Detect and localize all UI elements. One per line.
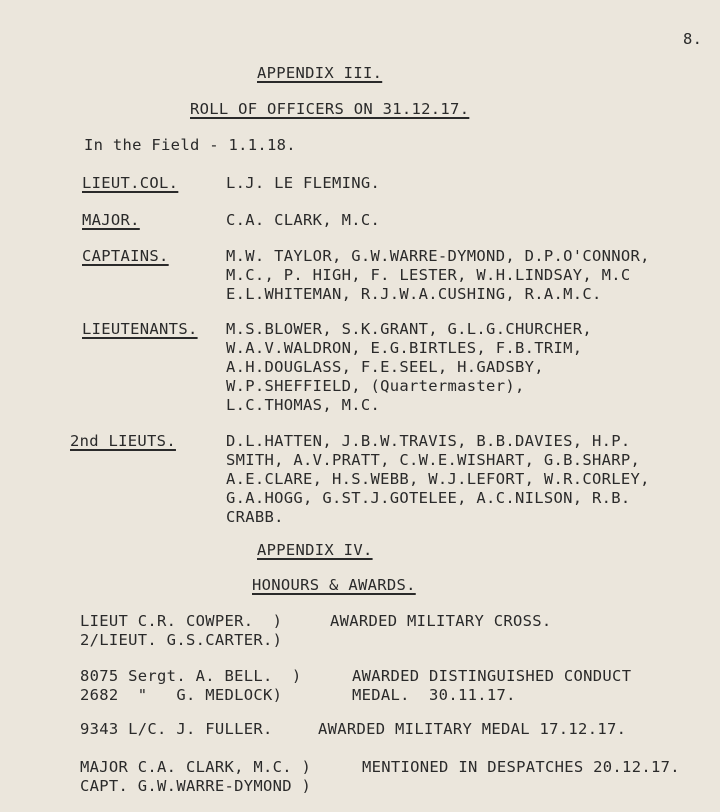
- rank-names-captains-line: E.L.WHITEMAN, R.J.W.A.CUSHING, R.A.M.C.: [226, 285, 602, 303]
- rank-names-2nd-lieuts-line: SMITH, A.V.PRATT, C.W.E.WISHART, G.B.SHARP,: [226, 451, 641, 469]
- rank-names-captains-line: M.C., P. HIGH, F. LESTER, W.H.LINDSAY, M.C: [226, 266, 631, 284]
- rank-names-major: C.A. CLARK, M.C.: [226, 211, 381, 229]
- award-recipients-line: 2682 " G. MEDLOCK): [80, 686, 283, 704]
- award-description-line: MENTIONED IN DESPATCHES 20.12.17.: [362, 758, 680, 776]
- appendix-iii-subtitle: ROLL OF OFFICERS ON 31.12.17.: [190, 100, 470, 118]
- rank-label-lieut-col: LIEUT.COL.: [82, 174, 179, 192]
- award-description-line: AWARDED MILITARY MEDAL 17.12.17.: [318, 720, 627, 738]
- rank-names-2nd-lieuts-line: G.A.HOGG, G.ST.J.GOTELEE, A.C.NILSON, R.B.: [226, 489, 631, 507]
- rank-names-lieutenants-line: W.P.SHEFFIELD, (Quartermaster),: [226, 377, 525, 395]
- dateline: In the Field - 1.1.18.: [84, 136, 296, 154]
- rank-names-lieutenants-line: W.A.V.WALDRON, E.G.BIRTLES, F.B.TRIM,: [226, 339, 583, 357]
- award-recipients-line: LIEUT C.R. COWPER. ): [80, 612, 283, 630]
- rank-names-lieut-col: L.J. LE FLEMING.: [226, 174, 381, 192]
- rank-names-lieutenants-line: M.S.BLOWER, S.K.GRANT, G.L.G.CHURCHER,: [226, 320, 593, 338]
- rank-label-major: MAJOR.: [82, 211, 140, 229]
- rank-names-2nd-lieuts-line: A.E.CLARE, H.S.WEBB, W.J.LEFORT, W.R.CORLEY,: [226, 470, 650, 488]
- appendix-iv-subtitle: HONOURS & AWARDS.: [252, 576, 416, 594]
- rank-label-captains: CAPTAINS.: [82, 247, 169, 265]
- award-recipients-line: MAJOR C.A. CLARK, M.C. ): [80, 758, 312, 776]
- award-recipients-line: CAPT. G.W.WARRE-DYMOND ): [80, 777, 312, 795]
- rank-label-2nd-lieuts: 2nd LIEUTS.: [70, 432, 176, 450]
- rank-names-2nd-lieuts-line: D.L.HATTEN, J.B.W.TRAVIS, B.B.DAVIES, H.P.: [226, 432, 631, 450]
- rank-label-lieutenants: LIEUTENANTS.: [82, 320, 198, 338]
- award-recipients-line: 2/LIEUT. G.S.CARTER.): [80, 631, 283, 649]
- page-number: 8.: [683, 30, 703, 48]
- rank-names-2nd-lieuts-line: CRABB.: [226, 508, 284, 526]
- award-recipients-line: 8075 Sergt. A. BELL. ): [80, 667, 302, 685]
- rank-names-captains-line: M.W. TAYLOR, G.W.WARRE-DYMOND, D.P.O'CONNOR,: [226, 247, 650, 265]
- rank-names-lieutenants-line: L.C.THOMAS, M.C.: [226, 396, 381, 414]
- appendix-iii-title: APPENDIX III.: [257, 64, 383, 82]
- award-description-line: MEDAL. 30.11.17.: [352, 686, 516, 704]
- award-description-line: AWARDED DISTINGUISHED CONDUCT: [352, 667, 632, 685]
- award-description-line: AWARDED MILITARY CROSS.: [330, 612, 552, 630]
- rank-names-lieutenants-line: A.H.DOUGLASS, F.E.SEEL, H.GADSBY,: [226, 358, 544, 376]
- award-recipients-line: 9343 L/C. J. FULLER.: [80, 720, 273, 738]
- appendix-iv-title: APPENDIX IV.: [257, 541, 373, 559]
